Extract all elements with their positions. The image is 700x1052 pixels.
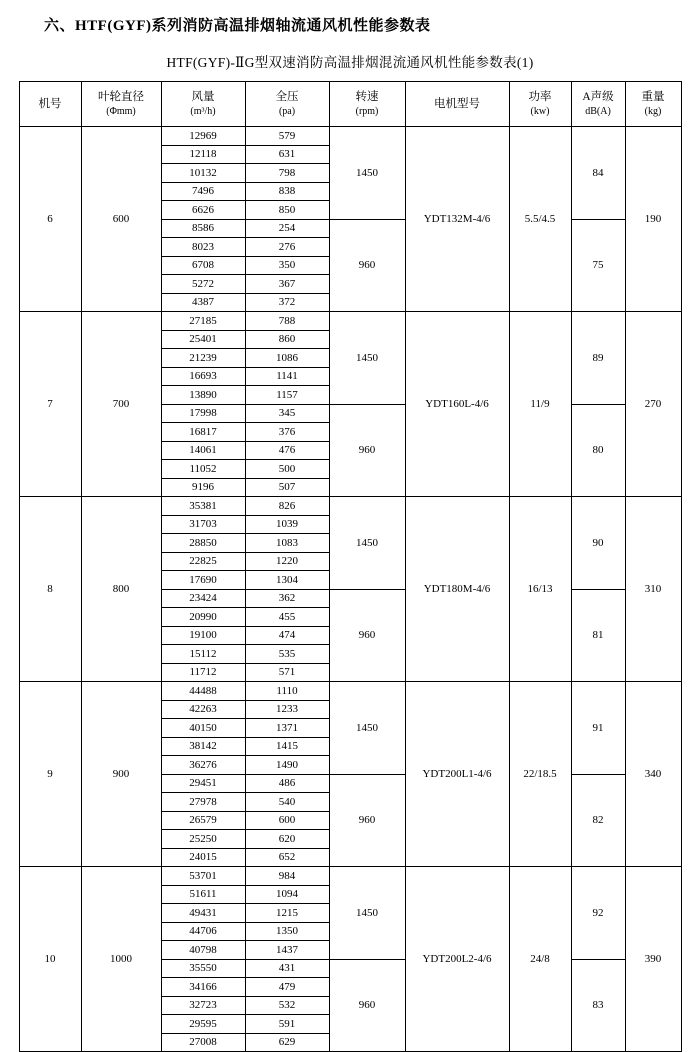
cell-model-no: 8 [19, 497, 81, 682]
cell-air-flow: 53701 [161, 867, 245, 886]
cell-rotation-speed: 1450 [329, 497, 405, 590]
column-header-pressure-sub: (pa) [278, 105, 296, 117]
cell-impeller-diameter: 700 [81, 312, 161, 497]
table-body [19, 127, 681, 1052]
cell-air-flow: 28850 [161, 534, 245, 553]
cell-noise-level: 80 [571, 404, 625, 497]
cell-total-pressure: 629 [245, 1033, 329, 1052]
column-header-motor-main: 电机型号 [434, 97, 480, 110]
cell-total-pressure: 367 [245, 275, 329, 294]
cell-air-flow: 25401 [161, 330, 245, 349]
cell-air-flow: 8586 [161, 219, 245, 238]
cell-total-pressure: 1110 [245, 682, 329, 701]
cell-total-pressure: 1215 [245, 904, 329, 923]
cell-air-flow: 14061 [161, 441, 245, 460]
cell-air-flow: 20990 [161, 608, 245, 627]
cell-model-no: 6 [19, 127, 81, 312]
cell-impeller-diameter: 800 [81, 497, 161, 682]
column-header-rpm-main: 转速 [355, 91, 379, 104]
cell-model-no: 9 [19, 682, 81, 867]
cell-weight: 390 [625, 867, 681, 1052]
cell-total-pressure: 788 [245, 312, 329, 331]
cell-air-flow: 7496 [161, 182, 245, 201]
cell-air-flow: 29595 [161, 1015, 245, 1034]
cell-noise-level: 90 [571, 497, 625, 590]
column-header-impeller-main: 叶轮直径 [98, 91, 144, 104]
cell-air-flow: 15112 [161, 645, 245, 664]
cell-total-pressure: 500 [245, 460, 329, 479]
cell-air-flow: 10132 [161, 164, 245, 183]
column-header-weight-main: 重量 [641, 91, 665, 104]
cell-air-flow: 24015 [161, 848, 245, 867]
cell-total-pressure: 1083 [245, 534, 329, 553]
cell-impeller-diameter: 600 [81, 127, 161, 312]
cell-total-pressure: 1157 [245, 386, 329, 405]
table-row [19, 682, 681, 701]
cell-rotation-speed: 1450 [329, 127, 405, 220]
cell-air-flow: 16693 [161, 367, 245, 386]
cell-air-flow: 16817 [161, 423, 245, 442]
cell-total-pressure: 600 [245, 811, 329, 830]
column-header-impeller-sub: (Φmm) [106, 105, 136, 117]
column-header-impeller [81, 82, 161, 127]
cell-air-flow: 13890 [161, 386, 245, 405]
cell-air-flow: 27185 [161, 312, 245, 331]
cell-air-flow: 26579 [161, 811, 245, 830]
cell-weight: 270 [625, 312, 681, 497]
cell-air-flow: 17998 [161, 404, 245, 423]
table-row [19, 312, 681, 331]
cell-total-pressure: 376 [245, 423, 329, 442]
cell-total-pressure: 431 [245, 959, 329, 978]
cell-noise-level: 83 [571, 959, 625, 1052]
cell-impeller-diameter: 900 [81, 682, 161, 867]
table-header-row [19, 82, 681, 127]
column-header-flow-sub: (m³/h) [190, 105, 216, 117]
cell-air-flow: 35381 [161, 497, 245, 516]
cell-total-pressure: 507 [245, 478, 329, 497]
cell-total-pressure: 474 [245, 626, 329, 645]
cell-total-pressure: 276 [245, 238, 329, 257]
cell-noise-level: 84 [571, 127, 625, 220]
cell-rotation-speed: 1450 [329, 682, 405, 775]
column-header-model [19, 82, 81, 127]
cell-total-pressure: 1350 [245, 922, 329, 941]
cell-total-pressure: 350 [245, 256, 329, 275]
table-caption: HTF(GYF)-ⅡG型双速消防高温排烟混流通风机性能参数表(1) [166, 55, 534, 70]
cell-rotation-speed: 960 [329, 404, 405, 497]
cell-total-pressure: 479 [245, 978, 329, 997]
cell-total-pressure: 476 [245, 441, 329, 460]
cell-air-flow: 6708 [161, 256, 245, 275]
cell-rotation-speed: 960 [329, 219, 405, 312]
cell-air-flow: 22825 [161, 552, 245, 571]
cell-air-flow: 40150 [161, 719, 245, 738]
cell-motor-model: YDT200L2-4/6 [405, 867, 509, 1052]
cell-total-pressure: 798 [245, 164, 329, 183]
cell-rotation-speed: 960 [329, 589, 405, 682]
cell-total-pressure: 1233 [245, 700, 329, 719]
cell-air-flow: 8023 [161, 238, 245, 257]
cell-motor-model: YDT132M-4/6 [405, 127, 509, 312]
cell-air-flow: 19100 [161, 626, 245, 645]
table-row [19, 497, 681, 516]
cell-total-pressure: 652 [245, 848, 329, 867]
cell-power: 22/18.5 [509, 682, 571, 867]
cell-air-flow: 27978 [161, 793, 245, 812]
cell-total-pressure: 850 [245, 201, 329, 220]
cell-total-pressure: 486 [245, 774, 329, 793]
cell-air-flow: 44706 [161, 922, 245, 941]
cell-air-flow: 11712 [161, 663, 245, 682]
cell-noise-level: 81 [571, 589, 625, 682]
cell-air-flow: 5272 [161, 275, 245, 294]
cell-air-flow: 9196 [161, 478, 245, 497]
cell-air-flow: 31703 [161, 515, 245, 534]
cell-air-flow: 25250 [161, 830, 245, 849]
document-page [0, 14, 700, 1049]
cell-total-pressure: 631 [245, 145, 329, 164]
cell-air-flow: 4387 [161, 293, 245, 312]
cell-air-flow: 27008 [161, 1033, 245, 1052]
cell-model-no: 7 [19, 312, 81, 497]
cell-power: 16/13 [509, 497, 571, 682]
cell-total-pressure: 540 [245, 793, 329, 812]
cell-power: 5.5/4.5 [509, 127, 571, 312]
cell-power: 11/9 [509, 312, 571, 497]
column-header-model-main: 机号 [38, 97, 62, 110]
cell-total-pressure: 571 [245, 663, 329, 682]
column-header-noise [571, 82, 625, 127]
cell-total-pressure: 532 [245, 996, 329, 1015]
cell-air-flow: 36276 [161, 756, 245, 775]
cell-noise-level: 89 [571, 312, 625, 405]
cell-total-pressure: 1220 [245, 552, 329, 571]
cell-total-pressure: 372 [245, 293, 329, 312]
cell-air-flow: 12118 [161, 145, 245, 164]
cell-air-flow: 49431 [161, 904, 245, 923]
column-header-power-sub: (kw) [530, 105, 550, 117]
column-header-flow-main: 风量 [191, 91, 215, 104]
column-header-noise-main: A声级 [582, 91, 614, 104]
cell-rotation-speed: 960 [329, 774, 405, 867]
cell-air-flow: 6626 [161, 201, 245, 220]
page-title: 六、HTF(GYF)系列消防高温排烟轴流通风机性能参数表 [44, 18, 431, 34]
cell-total-pressure: 455 [245, 608, 329, 627]
table-row [19, 127, 681, 146]
cell-total-pressure: 1415 [245, 737, 329, 756]
cell-air-flow: 21239 [161, 349, 245, 368]
column-header-weight [625, 82, 681, 127]
cell-air-flow: 23424 [161, 589, 245, 608]
cell-weight: 310 [625, 497, 681, 682]
cell-total-pressure: 984 [245, 867, 329, 886]
cell-air-flow: 51611 [161, 885, 245, 904]
cell-noise-level: 82 [571, 774, 625, 867]
cell-total-pressure: 826 [245, 497, 329, 516]
column-header-power-main: 功率 [528, 91, 552, 104]
cell-rotation-speed: 1450 [329, 867, 405, 960]
cell-noise-level: 75 [571, 219, 625, 312]
cell-rotation-speed: 960 [329, 959, 405, 1052]
cell-total-pressure: 362 [245, 589, 329, 608]
cell-motor-model: YDT180M-4/6 [405, 497, 509, 682]
performance-parameters-table [19, 81, 682, 1052]
column-header-flow [161, 82, 245, 127]
cell-air-flow: 17690 [161, 571, 245, 590]
column-header-motor [405, 82, 509, 127]
cell-noise-level: 91 [571, 682, 625, 775]
cell-total-pressure: 1094 [245, 885, 329, 904]
cell-motor-model: YDT200L1-4/6 [405, 682, 509, 867]
cell-total-pressure: 345 [245, 404, 329, 423]
table-row [19, 867, 681, 886]
column-header-pressure [245, 82, 329, 127]
cell-air-flow: 29451 [161, 774, 245, 793]
cell-total-pressure: 591 [245, 1015, 329, 1034]
cell-air-flow: 40798 [161, 941, 245, 960]
cell-air-flow: 32723 [161, 996, 245, 1015]
cell-total-pressure: 1490 [245, 756, 329, 775]
cell-total-pressure: 1371 [245, 719, 329, 738]
cell-air-flow: 35550 [161, 959, 245, 978]
cell-total-pressure: 838 [245, 182, 329, 201]
cell-total-pressure: 1039 [245, 515, 329, 534]
cell-air-flow: 42263 [161, 700, 245, 719]
column-header-rpm [329, 82, 405, 127]
cell-impeller-diameter: 1000 [81, 867, 161, 1052]
cell-total-pressure: 1086 [245, 349, 329, 368]
cell-total-pressure: 535 [245, 645, 329, 664]
cell-model-no: 10 [19, 867, 81, 1052]
cell-air-flow: 12969 [161, 127, 245, 146]
cell-total-pressure: 1141 [245, 367, 329, 386]
column-header-rpm-sub: (rpm) [355, 105, 379, 117]
cell-air-flow: 38142 [161, 737, 245, 756]
cell-total-pressure: 1304 [245, 571, 329, 590]
cell-air-flow: 11052 [161, 460, 245, 479]
column-header-power [509, 82, 571, 127]
cell-total-pressure: 620 [245, 830, 329, 849]
cell-power: 24/8 [509, 867, 571, 1052]
cell-total-pressure: 860 [245, 330, 329, 349]
cell-total-pressure: 579 [245, 127, 329, 146]
column-header-pressure-main: 全压 [275, 91, 299, 104]
cell-air-flow: 44488 [161, 682, 245, 701]
cell-air-flow: 34166 [161, 978, 245, 997]
column-header-noise-sub: dB(A) [585, 105, 611, 117]
cell-noise-level: 92 [571, 867, 625, 960]
cell-motor-model: YDT160L-4/6 [405, 312, 509, 497]
cell-total-pressure: 254 [245, 219, 329, 238]
column-header-weight-sub: (kg) [644, 105, 662, 117]
cell-weight: 190 [625, 127, 681, 312]
cell-rotation-speed: 1450 [329, 312, 405, 405]
cell-weight: 340 [625, 682, 681, 867]
cell-total-pressure: 1437 [245, 941, 329, 960]
